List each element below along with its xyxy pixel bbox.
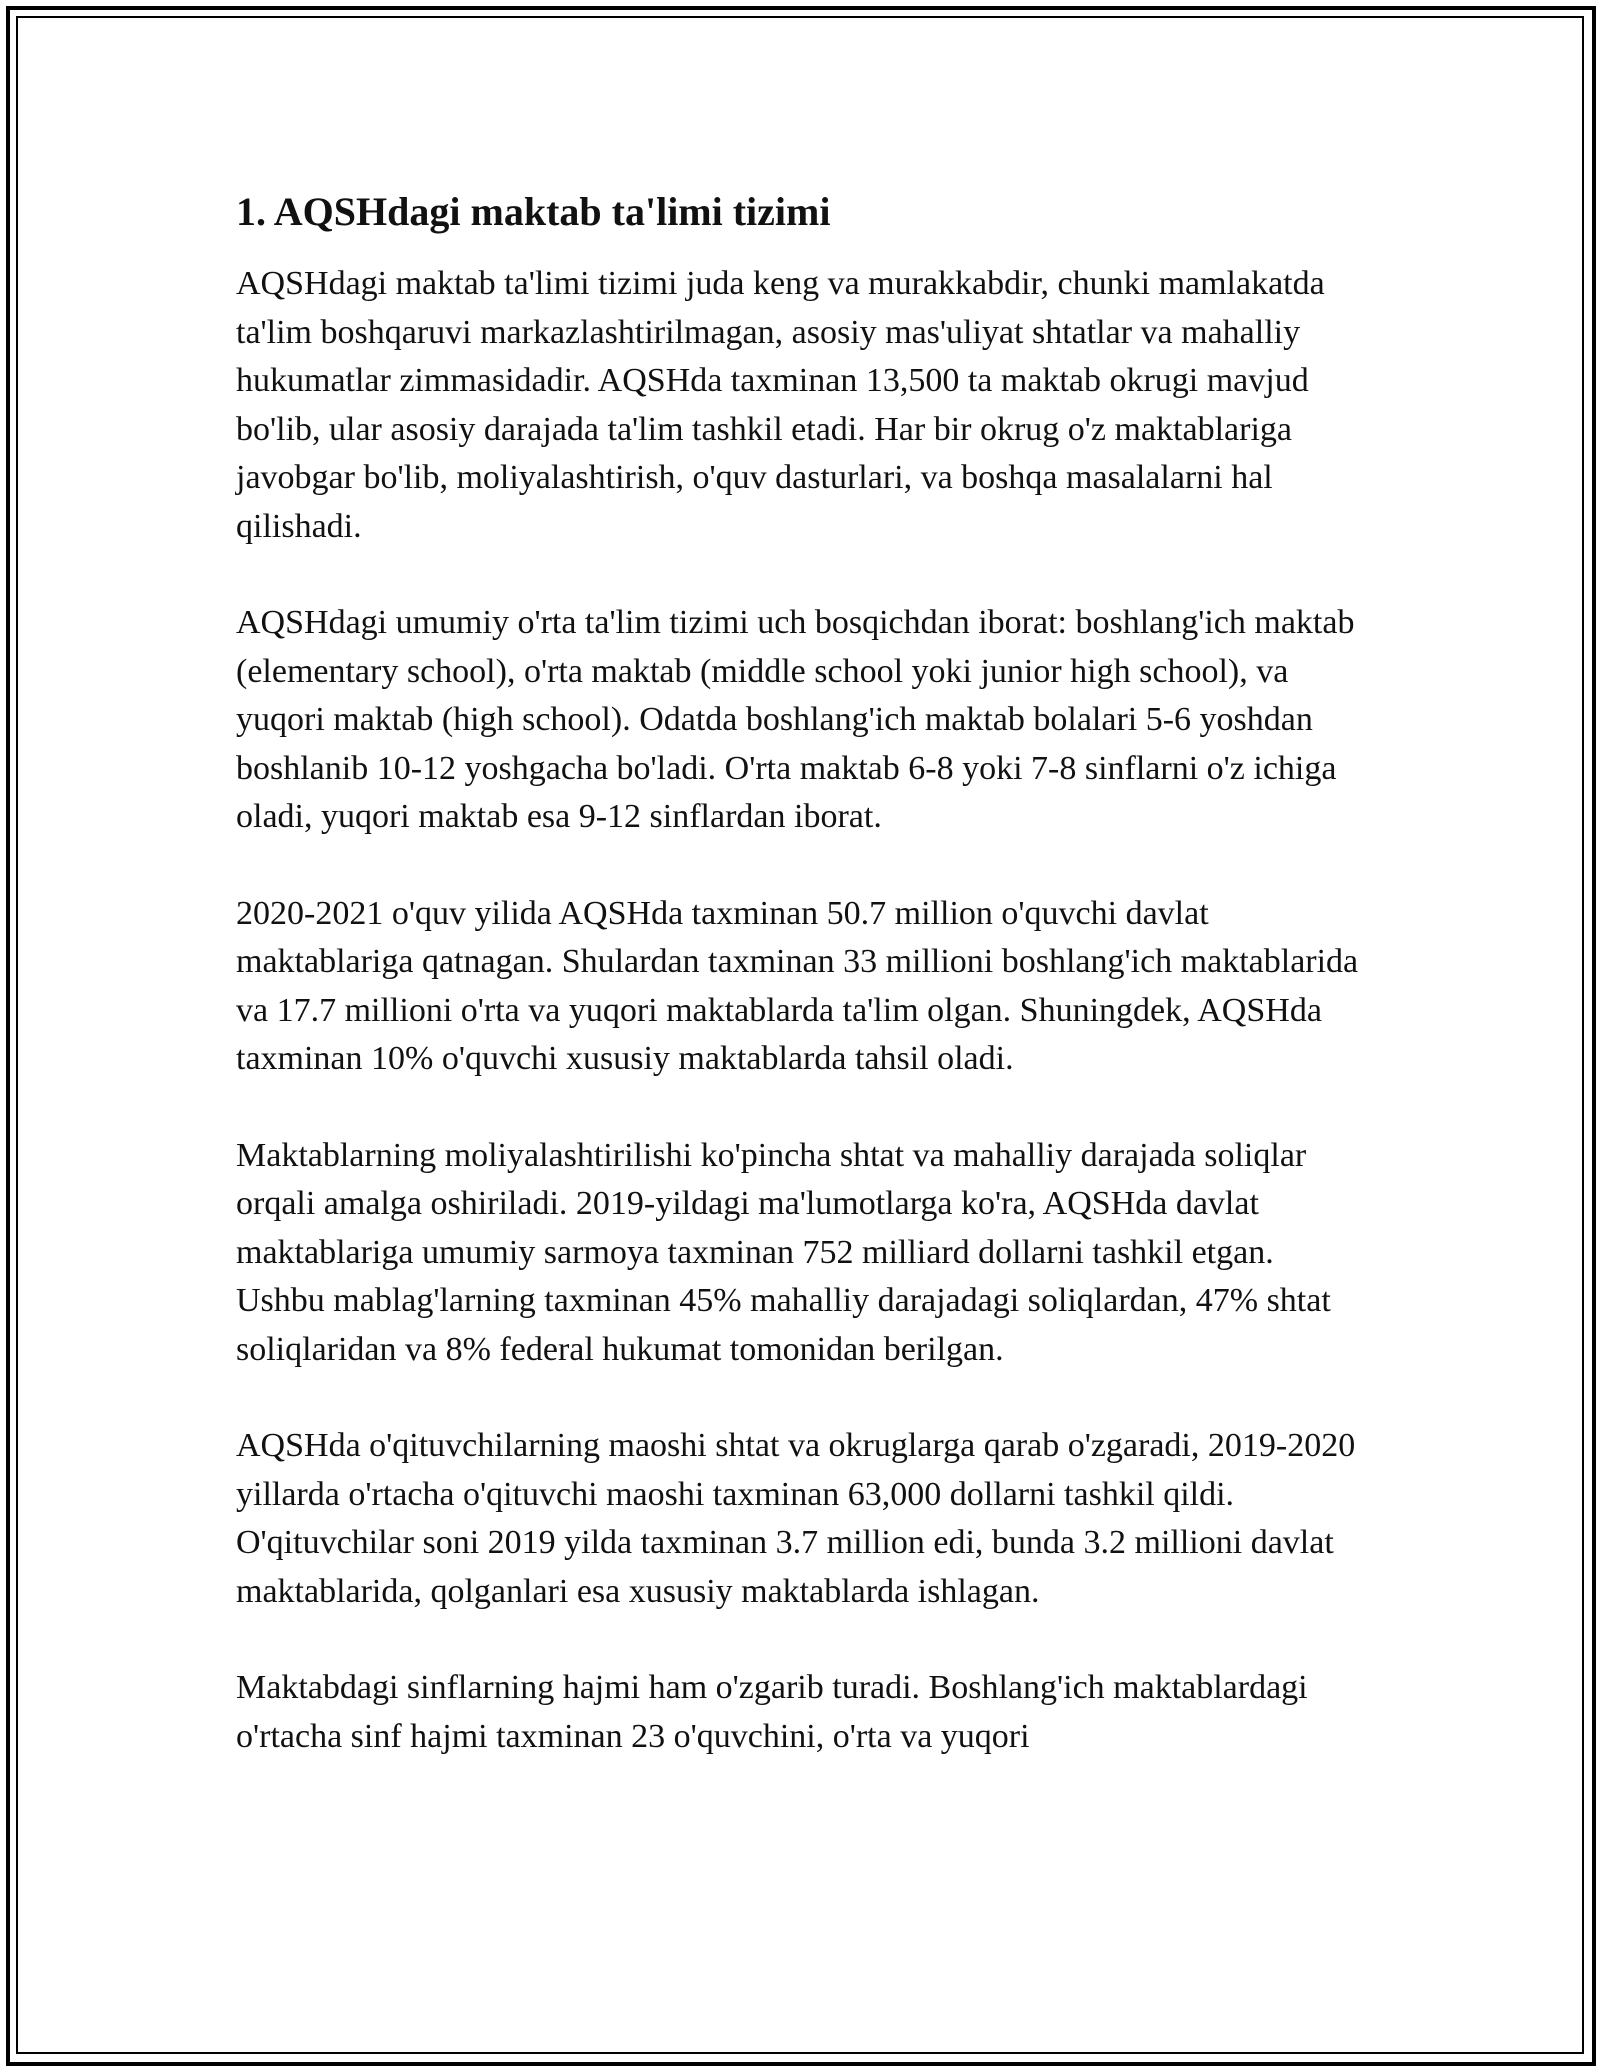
section-title: 1. AQSHdagi maktab ta'limi tizimi	[236, 189, 831, 234]
paragraph: AQSHdagi umumiy o'rta ta'lim tizimi uch bosqichdan iborat: boshlang'ich maktab (elementary school), o'rta maktab (middle school yoki junior high school), va yuqori maktab (high school). Odatda boshlang'ich maktab bolalari 5-6 yoshdan boshlanib 10-12 yoshgacha bo'ladi. O'rta maktab 6-8 yoki 7-8 sinflarni o'z ichiga oladi, yuqori maktab esa 9-12 sinflardan iborat.	[236, 604, 1355, 835]
paragraph: AQSHdagi maktab ta'limi tizimi juda keng va murakkabdir, chunki mamlakatda ta'lim boshqaruvi markazlashtirilmagan, asosiy mas'uliyat shtatlar va mahalliy hukumatlar zimmasidadir. AQSHda taxminan 13,500 ta maktab okrugi mavjud bo'lib, ular asosiy darajada ta'lim tashkil etadi. Har bir okrug o'z maktablariga javobgar bo'lib, moliyalashtirish, o'quv dasturlari, va boshqa masalalarni hal qilishadi.	[236, 265, 1325, 545]
paragraph: AQSHda o'qituvchilarning maoshi shtat va okruglarga qarab o'zgaradi, 2019-2020 yillarda o'rtacha o'qituvchi maoshi taxminan 63,000 dollarni tashkil qildi. O'qituvchilar soni 2019 yilda taxminan 3.7 million edi, bunda 3.2 millioni davlat maktablarida, qolganlari esa xususiy maktablarda ishlagan.	[236, 1427, 1356, 1610]
paragraph: Maktablarning moliyalashtirilishi ko'pincha shtat va mahalliy darajada soliqlar orqali amalga oshiriladi. 2019-yildagi ma'lumotlarga ko'ra, AQSHda davlat maktablariga umumiy sarmoya taxminan 752 milliard dollarni tashkil etgan. Ushbu mablag'larning taxminan 45% mahalliy darajadagi soliqlardan, 47% shtat soliqlaridan va 8% federal hukumat tomonidan berilgan.	[236, 1136, 1331, 1368]
paragraph: 2020-2021 o'quv yilida AQSHda taxminan 50.7 million o'quvchi davlat maktablariga qatnagan. Shulardan taxminan 33 millioni boshlang'ich maktablarida va 17.7 millioni o'rta va yuqori maktablarda ta'lim olgan. Shuningdek, AQSHda taxminan 10% o'quvchi xususiy maktablarda tahsil oladi.	[236, 894, 1359, 1077]
document-body	[236, 186, 1366, 1809]
paragraph: Maktabdagi sinflarning hajmi ham o'zgarib turadi. Boshlang'ich maktablardagi o'rtacha sinf hajmi taxminan 23 o'quvchini, o'rta va yuqori	[236, 1669, 1308, 1755]
